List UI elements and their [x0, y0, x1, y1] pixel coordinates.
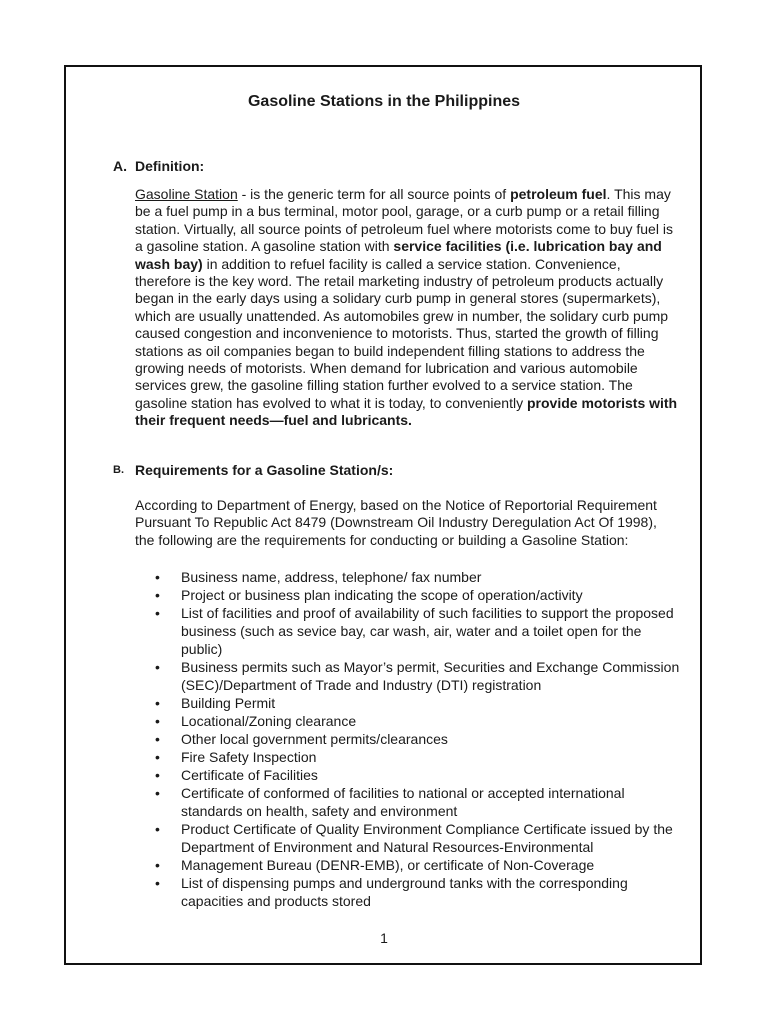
- list-item: • Management Bureau (DENR-EMB), or certificate of Non-Coverage: [135, 856, 680, 874]
- definition-text-3: in addition to refuel facility is called a service station. Convenience, therefore is the key word. The retail marketing industry of petroleum products actually began in the early days using a solidary curb pump in general stores (supermarkets), which are usually unattended. As automobiles grew in number, the solidary curb pump caused congestion and inconvenience to motorists. Thus, started the growth of filling stations as oil companies began to build independent filling stations to address the growing needs of motorists. When demand for lubrication and various automobile services grew, the gasoline filling station further evolved to a service station. The gasoline station has evolved to what it is today, to conveniently: [135, 255, 669, 411]
- list-item: • Product Certificate of Quality Environment Compliance Certificate issued by the Department of Environment and Natural Resources-Environmental: [135, 820, 680, 856]
- list-item: • Locational/Zoning clearance: [135, 712, 680, 730]
- page-title: Gasoline Stations in the Philippines: [247, 93, 521, 110]
- requirements-list: [135, 568, 680, 910]
- list-item: • Business permits such as Mayor’s permit, Securities and Exchange Commission (SEC)/Department of Trade and Industry (DTI) registration: [135, 658, 680, 694]
- list-item: • Business name, address, telephone/ fax number: [135, 568, 680, 586]
- list-item: • Building Permit: [135, 694, 680, 712]
- list-item: • Fire Safety Inspection: [135, 748, 680, 766]
- definition-paragraph: [135, 186, 680, 430]
- definition-text-2: . This may be a fuel pump in a bus terminal, motor pool, garage, or a curb pump or a retail filling station. Virtually, all source points of petroleum fuel where motorists come to buy fuel is a gasoline station. A gasoline station with: [135, 186, 673, 255]
- list-item: • Project or business plan indicating the scope of operation/activity: [135, 586, 680, 604]
- section-b-marker: B.: [113, 464, 124, 476]
- definition-text-1: - is the generic term for all source points of: [237, 186, 511, 202]
- list-item: • Other local government permits/clearances: [135, 730, 680, 748]
- list-item: • List of facilities and proof of availability of such facilities to support the proposed business (such as sevice bay, car wash, air, water and a toilet open for the public): [135, 604, 680, 658]
- list-item: • List of dispensing pumps and underground tanks with the corresponding capacities and products stored: [135, 874, 680, 910]
- definition-bold-3: provide motorists with their frequent needs—fuel and lubricants.: [135, 394, 678, 429]
- section-b-title: Requirements for a Gasoline Station/s:: [135, 462, 394, 478]
- list-item: • Certificate of Facilities: [135, 766, 680, 784]
- section-a-heading: [113, 158, 204, 174]
- section-a-marker: A.: [113, 158, 127, 174]
- term-gasoline-station: Gasoline Station: [135, 186, 238, 202]
- definition-bold-1: petroleum fuel: [510, 186, 607, 202]
- list-item: • Certificate of conformed of facilities to national or accepted international standards on health, safety and environment: [135, 784, 680, 820]
- section-b-heading: [113, 462, 393, 478]
- page-number: 1: [380, 930, 388, 946]
- definition-bold-2: service facilities (i.e. lubrication bay and wash bay): [135, 238, 662, 272]
- requirements-intro: According to Department of Energy, based on the Notice of Reportorial Requirement Pursuant To Republic Act 8479 (Downstream Oil Industry Deregulation Act Of 1998), the following are the requirements for conducting or building a Gasoline Station:: [135, 497, 657, 548]
- section-a-title: Definition:: [135, 158, 205, 174]
